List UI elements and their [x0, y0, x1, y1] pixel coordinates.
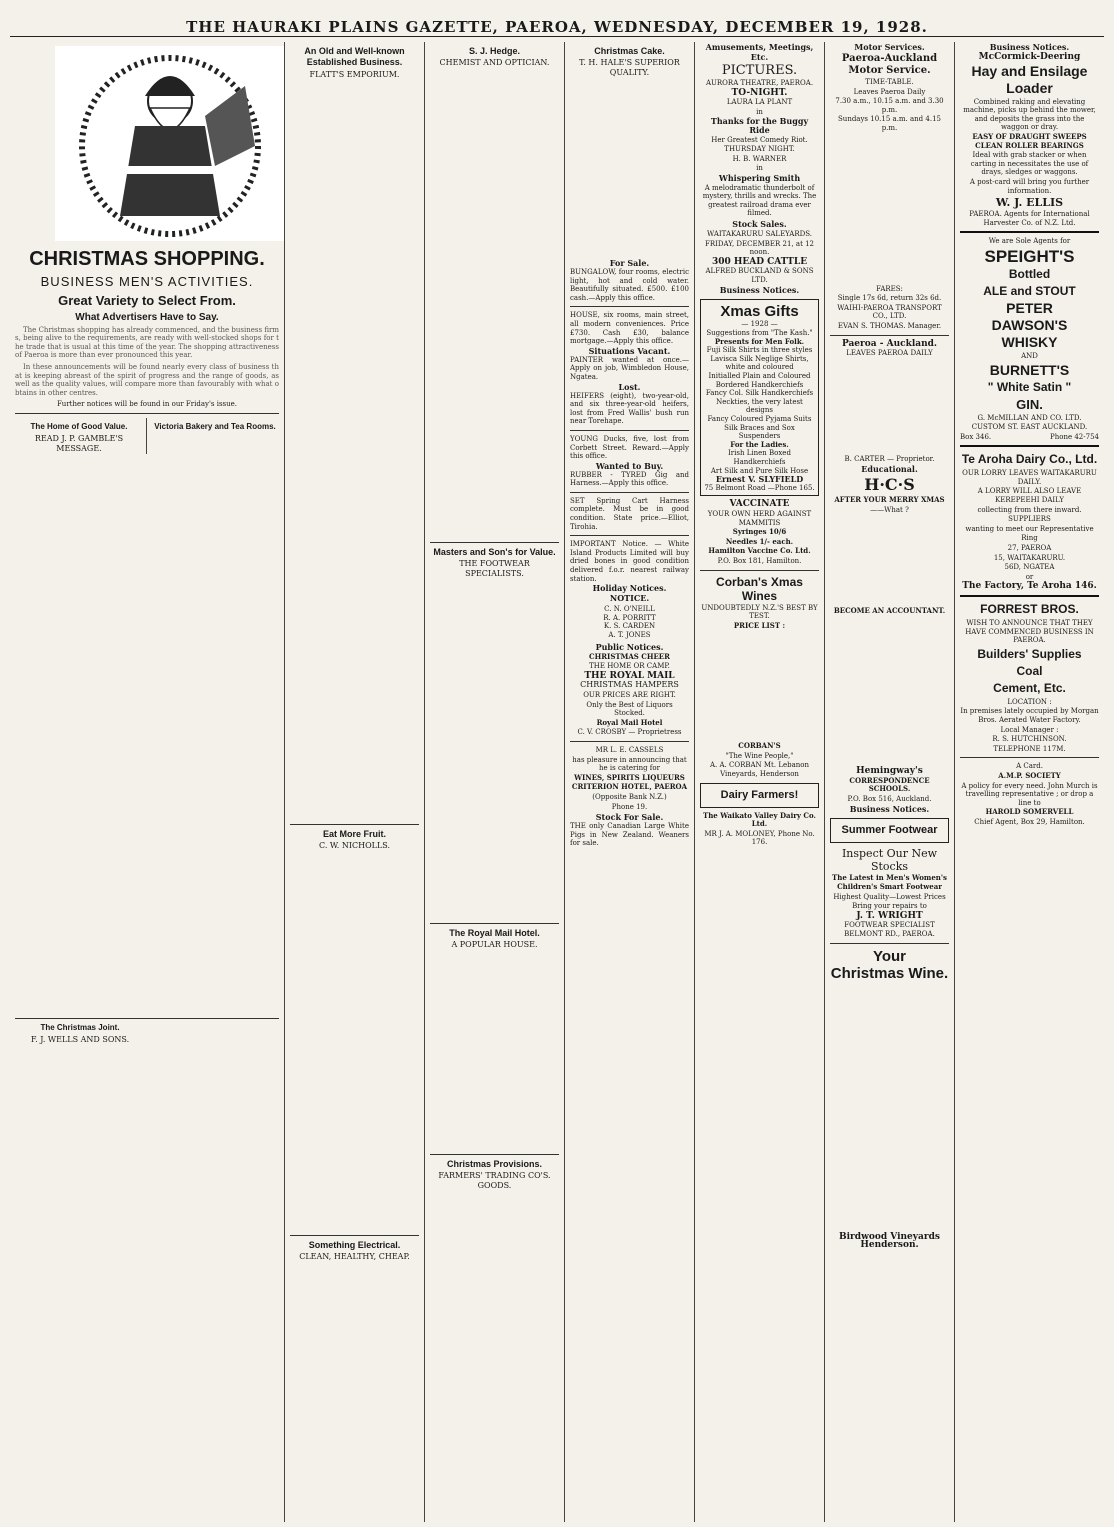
intro-paragraph-2: In these announcements will be found nearly every class of business that is keeping abreast of the spirit of progress and the range of goods, as well as the quality values, will compare more than favourably with what obtains in other centres.: [15, 362, 279, 397]
rubber-ad: RUBBER - TYRED Gig and Harness.—Apply this office.: [570, 470, 689, 488]
business-notices-heading: Business Notices.: [719, 285, 800, 296]
po-box: P.O. Box 516, Auckland.: [847, 794, 932, 803]
gift-item-7: Silk Braces and Sox Suspenders: [724, 423, 795, 441]
column-1: [10, 42, 285, 1522]
flatt-heading: An Old and Well-known Established Business.: [304, 46, 405, 67]
column-5: [695, 42, 825, 1522]
name-1: C. N. O'NEILL: [604, 605, 655, 614]
business-notices-heading-3: Business Notices.: [989, 42, 1070, 52]
representative: wanting to meet our Representative: [965, 524, 1094, 533]
ideal: Ideal with grab stacker or when carting in necessitates the use of drays, sledges or waggons.: [970, 151, 1089, 177]
somervell: HAROLD SOMERVELL: [985, 807, 1074, 817]
house-ad: HOUSE, six rooms, main street, all modern conveniences. Price £730. Cash £30, balance mortgage.—Apply this office.: [570, 311, 689, 346]
prov-sub: FARMERS' TRADING CO'S. GOODS.: [438, 1171, 551, 1190]
highest-quality: Highest Quality—Lowest Prices: [833, 892, 946, 901]
name-3: K. S. CARDEN: [603, 622, 656, 631]
times-1: 7.30 a.m., 10.15 a.m. and 3.30 p.m.: [835, 97, 944, 114]
price-list: PRICE LIST :: [733, 620, 786, 630]
hb-warner: H. B. WARNER: [732, 154, 787, 163]
undoubtedly: UNDOUBTEDLY N.Z.'S BEST BY TEST.: [701, 603, 818, 621]
spring-ad: SET Spring Cart Harness complete. Must be in good condition. State price.—Elliot, Tirohia.: [570, 496, 689, 531]
timetable: TIME-TABLE.: [865, 78, 914, 86]
notice-heading: NOTICE.: [609, 593, 650, 604]
subheadline-advertisers: What Advertisers Have to Say.: [75, 311, 219, 323]
accountant: BECOME AN ACCOUNTANT.: [833, 605, 946, 615]
correspondence: CORRESPONDENCE SCHOOLS.: [849, 775, 930, 794]
xmas-gifts-ad: [700, 299, 819, 496]
hay-loader: Hay and Ensilage Loader: [971, 62, 1088, 96]
tonight: TO-NIGHT.: [731, 87, 788, 98]
gift-item-2: Lavisca Silk Neglige Shirts, white and coloured: [710, 354, 809, 372]
ale-stout: ALE and STOUT: [983, 283, 1076, 298]
addr-1: 27, PAEROA: [1007, 544, 1052, 553]
bungalow-ad: BUNGALOW, four rooms, electric light, hot and cold water. Beautifully situated. £500. £100 cash.—Apply this office.: [570, 268, 689, 302]
dawsons: DAWSON'S: [991, 316, 1068, 333]
speights: SPEIGHT'S: [984, 246, 1075, 266]
masthead: THE HAURAKI PLAINS GAZETTE, PAEROA, WEDNESDAY, DECEMBER 19, 1928.: [10, 18, 1104, 37]
mccormick: McCormick-Deering: [978, 52, 1081, 62]
film1-sub: Her Greatest Comedy Riot.: [711, 135, 808, 144]
christmas-provisions-heading: Christmas Provisions.: [446, 1159, 543, 1169]
saleyards: WAITAKARURU SALEYARDS.: [707, 229, 812, 238]
addr-3: 56D, NGATEA: [1004, 563, 1055, 572]
in-2: in: [756, 164, 763, 173]
needles: Needles 1/- each.: [725, 536, 794, 546]
christmas-wine: Christmas Wine.: [830, 964, 949, 982]
corbans-wines: Corban's Xmas Wines: [716, 574, 803, 603]
for-the-ladies: For the Ladies.: [730, 439, 789, 449]
in-1: in: [756, 107, 763, 116]
stock-sales-heading: Stock Sales.: [732, 218, 787, 229]
home-sub: READ J. P. GAMBLE'S MESSAGE.: [34, 433, 124, 453]
cake-sub: T. H. HALE'S SUPERIOR QUALITY.: [579, 58, 680, 77]
lorry: OUR LORRY LEAVES WAITAKARURU DAILY.: [962, 469, 1097, 486]
location: LOCATION :: [1007, 697, 1052, 706]
gift-item-4: Fancy Col. Silk Handkerchiefs: [705, 389, 814, 398]
stock-for-sale-heading: Stock For Sale.: [595, 812, 664, 823]
eat-more-fruit-heading: Eat More Fruit.: [322, 829, 386, 839]
ellis: W. J. ELLIS: [995, 196, 1064, 210]
christmas-hampers: CHRISTMAS HAMPERS: [580, 680, 679, 690]
christmas-cheer: CHRISTMAS CHEER: [589, 651, 670, 661]
coal: Coal: [1016, 663, 1043, 678]
syringes: Syringes 10/6: [732, 527, 787, 537]
phone-42754: Phone 42-754: [1050, 432, 1099, 441]
slyfield: Ernest V. SLYFIELD: [715, 474, 804, 485]
film2-sub: A melodramatic thunderbolt of mystery, thrills and wrecks. The greatest railroad drama ever filmed.: [702, 183, 817, 218]
catering: has pleasure in announcing that he is catering for: [572, 755, 687, 773]
wright: J. T. WRIGHT: [856, 910, 923, 921]
liquors: Only the Best of Liquors Stocked.: [586, 700, 673, 718]
builders-supplies: Builders' Supplies: [977, 646, 1082, 661]
elec-sub: CLEAN, HEALTHY, CHEAP.: [299, 1252, 410, 1261]
kerepeehi: A LORRY WILL ALSO LEAVE KEREPEEHI DAILY: [977, 487, 1082, 505]
local-manager: Local Manager :: [1000, 725, 1059, 734]
waikato-valley: The Waikato Valley Dairy Co. Ltd.: [703, 810, 816, 829]
joint-sub: F. J. WELLS AND SONS.: [30, 1034, 130, 1044]
hedge-sub: CHEMIST AND OPTICIAN.: [439, 58, 550, 67]
public-heading: Public Notices.: [595, 641, 664, 652]
fares: FARES:: [876, 284, 903, 293]
wright-sub: FOOTWEAR SPECIALIST BELMONT RD., PAEROA.: [844, 921, 935, 939]
presents: Presents for Men Folk.: [714, 336, 805, 346]
holiday-heading: Holiday Notices.: [592, 583, 667, 594]
home-of-good-value-heading: The Home of Good Value.: [30, 421, 128, 431]
royal-mail-hotel-heading: The Royal Mail Hotel.: [449, 928, 540, 938]
leaves-paeroa: Leaves Paeroa Daily: [853, 87, 926, 96]
postcard: A post-card will bring you further information.: [969, 177, 1090, 195]
sole-agents: We are Sole Agents for: [988, 237, 1071, 246]
ladies-item-2: Art Silk and Pure Silk Hose: [710, 466, 809, 475]
announce: WISH TO ANNOUNCE THAT THEY HAVE COMMENCED BUSINESS IN PAEROA.: [965, 619, 1094, 645]
evan-thomas: EVAN S. THOMAS. Manager.: [837, 321, 942, 330]
collecting: collecting from there inward.: [977, 505, 1082, 514]
painter-ad: PAINTER wanted at once.—Apply on job, Wimbledon House, Ngatea.: [570, 355, 689, 381]
masters-sub: THE FOOTWEAR SPECIALISTS.: [459, 559, 530, 578]
hutchinson: R. S. HUTCHINSON.: [992, 735, 1067, 744]
intro-paragraph: The Christmas shopping has already commenced, and the business firms, being alive to the requirements, are ready with well-stocked shops for the trade that is usual at this time of the year. The shopping attractiveness of Paeroa is more than ever pronounced this year.: [15, 325, 279, 360]
phone-19: Phone 19.: [611, 802, 648, 811]
thursday-night: THURSDAY NIGHT.: [724, 145, 795, 154]
bottled: Bottled: [1008, 266, 1051, 281]
dairy-farmers: Dairy Farmers!: [720, 788, 799, 801]
cattle: 300 HEAD CATTLE: [711, 256, 808, 267]
royal-mail-title: THE ROYAL MAIL: [584, 670, 675, 681]
kash: Suggestions from "The Kash.": [706, 329, 813, 338]
royal-sub: A POPULAR HOUSE.: [451, 940, 538, 949]
corban-addr: A. A. CORBAN Mt. Lebanon Vineyards, Henderson: [709, 761, 810, 779]
crosby: C. V. CROSBY — Proprietress: [577, 728, 682, 737]
gift-item-3: Initialled Plain and Coloured Bordered Handkerchiefs: [708, 372, 811, 389]
telephone: TELEPHONE 117M.: [993, 744, 1066, 753]
hedge-heading: S. J. Hedge.: [468, 46, 521, 56]
easy-draught: EASY OF DRAUGHT SWEEPS CLEAN ROLLER BEARINGS: [972, 131, 1087, 150]
combined: Combined raking and elevating machine, picks up behind the mower, and deposits the grass into the waggon or dray.: [963, 97, 1096, 132]
gift-item-5: Neckties, the very latest designs: [716, 397, 803, 415]
subheadline-variety: Great Variety to Select From.: [58, 292, 236, 308]
factory: The Factory, Te Aroha 146.: [962, 581, 1097, 592]
christmas-joint-heading: The Christmas Joint.: [40, 1022, 120, 1032]
flatt-sub: FLATT'S EMPORIUM.: [309, 70, 400, 79]
summer-footwear-ad: [830, 818, 949, 843]
subheadline-business: BUSINESS MEN'S ACTIVITIES.: [40, 273, 254, 289]
important-notice: IMPORTANT Notice. — White Island Products Limited will buy dried bones in good condition delivered f.o.r. nearest railway station.: [570, 540, 689, 583]
headline: CHRISTMAS SHOPPING.: [29, 247, 265, 270]
year: — 1928 —: [741, 320, 778, 329]
home-or-camp: THE HOME OR CAMP.: [589, 662, 670, 671]
ring: Ring: [1021, 534, 1038, 543]
policy: A policy for every need. John Murch is travelling representative ; or drop a line to: [961, 781, 1098, 807]
hamilton-addr: P.O. Box 181, Hamilton.: [717, 556, 802, 565]
lost-heading: Lost.: [618, 381, 641, 392]
gift-item-6: Fancy Coloured Pyjama Suits: [707, 415, 812, 423]
column-2: [285, 42, 425, 1522]
ladies-item-1: Irish Linen Boxed Handkerchiefs: [728, 449, 791, 466]
royal-hotel: Royal Mail Hotel: [596, 717, 663, 727]
times-2: Sundays 10.15 a.m. and 4.15 p.m.: [838, 115, 941, 132]
laura-la-plant: LAURA LA PLANT: [726, 98, 793, 107]
paeroa-auckland: Paeroa - Auckland.: [841, 338, 938, 349]
birdwood: Birdwood Vineyards Henderson.: [839, 1231, 940, 1251]
summer-footwear: Summer Footwear: [841, 824, 938, 837]
burnetts: BURNETT'S: [989, 361, 1070, 378]
ducks-ad: YOUNG Ducks, five, lost from Corbett Street. Reward.—Apply this office.: [570, 434, 689, 461]
gift-item-1: Fuji Silk Shirts in three styles: [706, 346, 813, 355]
further-notices: Further notices will be found in our Friday's issue.: [56, 400, 238, 409]
name-2: R. A. PORRITT: [603, 613, 656, 622]
wanted-heading: Wanted to Buy.: [595, 460, 664, 471]
eat-sub: C. W. NICHOLLS.: [318, 841, 390, 850]
masters-heading: Masters and Son's for Value.: [433, 547, 556, 557]
box-346: Box 346.: [960, 432, 992, 441]
inspect: Inspect Our New Stocks: [841, 847, 938, 874]
your: Your: [872, 947, 907, 965]
alfred-buckland: ALFRED BUCKLAND & SONS LTD.: [705, 267, 814, 284]
mcmillan: G. McMILLAN AND CO. LTD.: [977, 413, 1082, 422]
vaccinate: VACCINATE: [729, 499, 790, 510]
custom-st: CUSTOM ST. EAST AUCKLAND.: [971, 423, 1088, 432]
situations-vacant-heading: Situations Vacant.: [588, 345, 671, 356]
white-satin: " White Satin ": [987, 379, 1072, 394]
chief-agent: Chief Agent, Box 29, Hamilton.: [974, 817, 1085, 826]
mammitis: YOUR OWN HERD AGAINST MAMMITIS: [707, 509, 812, 527]
for-sale-heading: For Sale.: [609, 258, 650, 268]
xmas-gifts-title: Xmas Gifts: [720, 303, 799, 321]
a-card: A Card.: [1016, 762, 1043, 771]
column-6: [825, 42, 955, 1522]
prices-right: OUR PRICES ARE RIGHT.: [583, 690, 676, 699]
ellis-sub: PAEROA. Agents for International Harvester Co. of N.Z. Ltd.: [969, 210, 1090, 227]
forrest-bros: FORREST BROS.: [980, 602, 1079, 616]
opposite: (Opposite Bank N.Z.): [592, 792, 667, 801]
what: ——What ?: [870, 505, 909, 514]
santa-illustration: [55, 46, 285, 241]
latest: The Latest in Men's Women's Children's Smart Footwear: [832, 873, 947, 892]
and: AND: [1021, 351, 1038, 360]
column-4: [565, 42, 695, 1522]
moloney: MR J. A. MOLONEY, Phone No. 176.: [704, 829, 815, 847]
hemingway: Hemingway's: [856, 766, 923, 777]
aurora-theatre: AURORA THEATRE, PAEROA.: [705, 79, 814, 87]
something-electrical-heading: Something Electrical.: [308, 1240, 401, 1250]
cement: Cement, Etc.: [993, 680, 1066, 695]
column-7: [955, 42, 1104, 1522]
pigs-ad: THE only Canadian Large White Pigs in New Zealand. Weaners for sale.: [570, 822, 689, 848]
name-4: A. T. JONES: [608, 631, 651, 639]
dairy-farmers-ad: [700, 783, 819, 808]
christmas-cake-heading: Christmas Cake.: [594, 46, 665, 56]
gin: GIN.: [1016, 396, 1043, 412]
hamilton-vaccine: Hamilton Vaccine Co. Ltd.: [708, 546, 811, 556]
leaves-daily: LEAVES PAEROA DAILY: [846, 349, 933, 358]
amp-society: A.M.P. SOCIETY: [998, 770, 1061, 780]
waihi-transport: WAIHI-PAEROA TRANSPORT CO., LTD.: [837, 303, 942, 321]
fares-val: Single 17s 6d, return 32s 6d.: [837, 294, 942, 303]
corbans-name: CORBAN'S: [738, 741, 781, 751]
heifers-ad: HEIFERS (eight), two-year-old, and six three-year-old heifers, lost from Fred Wallis' bush run near Torehape.: [570, 391, 689, 426]
slyfield-addr: 75 Belmont Road —Phone 165.: [704, 483, 815, 492]
friday-dec: FRIDAY, DECEMBER 21, at 12 noon.: [704, 239, 815, 257]
motor-title: Paeroa-Auckland Motor Service.: [841, 53, 938, 76]
film-whispering-smith: Whispering Smith: [718, 172, 801, 183]
after-xmas: AFTER YOUR MERRY XMAS: [834, 495, 945, 505]
carter: B. CARTER — Proprietor.: [844, 454, 935, 463]
addr-2: 15, WAITAKARURU.: [993, 553, 1066, 562]
pictures: PICTURES.: [721, 63, 798, 78]
hcs-logo: H·C·S: [864, 475, 915, 495]
wine-people: "The Wine People,": [725, 751, 794, 760]
whisky: WHISKY: [1001, 333, 1058, 350]
premises: In premises lately occupied by Morgan Bros. Aerated Water Factory.: [960, 707, 1099, 724]
film-buggy-ride: Thanks for the Buggy Ride: [710, 116, 809, 135]
motor-services-heading: Motor Services.: [854, 42, 925, 52]
column-3: [425, 42, 565, 1522]
addr-4: or: [1025, 572, 1034, 581]
wines-spirits: WINES, SPIRITS LIQUEURS: [574, 772, 685, 782]
suppliers: SUPPLIERS: [1008, 515, 1051, 524]
educational-heading: Educational.: [861, 464, 918, 475]
cassels: MR L. E. CASSELS: [595, 745, 664, 754]
business-notices-heading-2: Business Notices.: [849, 804, 930, 815]
amusements-heading: Amusements, Meetings, Etc.: [705, 42, 814, 62]
peter: PETER: [1006, 299, 1053, 316]
victoria-bakery-heading: Victoria Bakery and Tea Rooms.: [154, 421, 276, 431]
te-aroha-dairy: Te Aroha Dairy Co., Ltd.: [961, 452, 1098, 467]
repairs: Bring your repairs to: [852, 902, 927, 911]
criterion-hotel: CRITERION HOTEL, PAEROA: [571, 782, 688, 792]
